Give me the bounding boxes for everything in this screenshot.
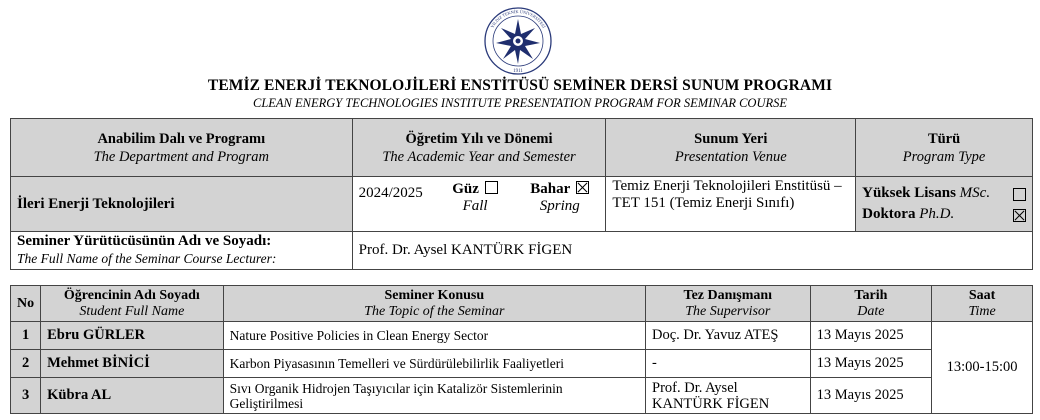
row-student: Kübra AL <box>41 378 223 414</box>
col-supervisor: Tez Danışmanı <box>683 287 773 303</box>
fall-checkbox <box>485 181 498 194</box>
lecturer-name: Prof. Dr. Aysel KANTÜRK FİGEN <box>352 232 1032 270</box>
type-header: Türü <box>927 130 961 147</box>
row-date: 13 Mayıs 2025 <box>810 322 932 350</box>
phd-checkbox <box>1013 209 1026 222</box>
row-no: 3 <box>11 378 41 414</box>
fall-label: Güz <box>452 181 479 197</box>
table-row <box>11 350 1033 378</box>
venue-header: Sunum Yeri <box>694 130 768 147</box>
phd-label-en: Ph.D. <box>919 206 955 222</box>
info-header-row <box>11 119 1033 177</box>
phd-option <box>862 204 1026 225</box>
spring-option <box>530 181 589 215</box>
row-no: 1 <box>11 322 41 350</box>
msc-checkbox <box>1013 188 1026 201</box>
row-topic: Karbon Piyasasının Temelleri ve Sürdürülebilirlik Faaliyetleri <box>223 350 645 378</box>
department-value: İleri Enerji Teknolojileri <box>17 195 175 212</box>
type-header-en: Program Type <box>902 148 986 165</box>
year-header: Öğretim Yılı ve Dönemi <box>405 130 553 147</box>
col-time-en: Time <box>968 303 996 319</box>
program-info-table <box>10 118 1033 270</box>
msc-option <box>862 183 1026 204</box>
row-supervisor: Doç. Dr. Yavuz ATEŞ <box>646 322 811 350</box>
row-supervisor: Prof. Dr. Aysel KANTÜRK FİGEN <box>646 378 811 414</box>
lecturer-row <box>11 232 1033 270</box>
spring-checkbox <box>576 181 589 194</box>
lecturer-label-en: The Full Name of the Seminar Course Lecturer: <box>17 251 277 266</box>
col-student: Öğrencinin Adı Soyadı <box>63 287 200 303</box>
university-seal-icon <box>480 6 556 76</box>
table-row <box>11 322 1033 350</box>
table-row <box>11 378 1033 414</box>
row-topic: Nature Positive Policies in Clean Energy Sector <box>223 322 645 350</box>
seal-year: 1911 <box>513 69 523 74</box>
row-no: 2 <box>11 350 41 378</box>
col-time: Saat <box>968 287 996 303</box>
schedule-header-row <box>11 286 1033 322</box>
schedule-table <box>10 285 1033 414</box>
col-supervisor-en: The Supervisor <box>685 303 771 319</box>
dept-header: Anabilim Dalı ve Programı <box>97 130 266 147</box>
row-date: 13 Mayıs 2025 <box>810 378 932 414</box>
fall-option <box>452 181 498 215</box>
academic-year: 2024/2025 <box>352 177 436 232</box>
spring-label: Bahar <box>530 181 571 197</box>
phd-label: Doktora <box>862 206 916 222</box>
venue-header-en: Presentation Venue <box>674 148 787 165</box>
year-header-en: The Academic Year and Semester <box>382 148 576 165</box>
lecturer-label: Seminer Yürütücüsünün Adı ve Soyadı: <box>17 233 272 249</box>
page-title: TEMİZ ENERJİ TEKNOLOJİLERİ ENSTİTÜSÜ SEMİNER DERSİ SUNUM PROGRAMI <box>207 77 833 94</box>
venue-value: Temiz Enerji Teknolojileri Enstitüsü – TET 151 (Temiz Enerji Sınıfı) <box>606 177 856 232</box>
msc-label-en: MSc. <box>959 185 991 201</box>
msc-label: Yüksek Lisans <box>862 185 956 201</box>
fall-label-en: Fall <box>462 198 488 214</box>
seal-text: YILDIZ TEKNİK ÜNİVERSİTESİ <box>489 8 547 29</box>
col-no: No <box>17 295 35 311</box>
row-supervisor: - <box>646 350 811 378</box>
col-date: Tarih <box>854 287 888 303</box>
col-date-en: Date <box>857 303 885 319</box>
info-value-row <box>11 177 1033 232</box>
row-topic: Sıvı Organik Hidrojen Taşıyıcılar için Katalizör Sistemlerinin Geliştirilmesi <box>223 378 645 414</box>
row-date: 13 Mayıs 2025 <box>810 350 932 378</box>
dept-header-en: The Department and Program <box>93 148 270 165</box>
row-student: Mehmet BİNİCİ <box>41 350 223 378</box>
col-student-en: Student Full Name <box>79 303 185 319</box>
schedule-time: 13:00-15:00 <box>932 322 1033 414</box>
col-topic: Seminer Konusu <box>384 287 485 303</box>
page-subtitle: CLEAN ENERGY TECHNOLOGIES INSTITUTE PRESENTATION PROGRAM FOR SEMINAR COURSE <box>252 96 787 110</box>
spring-label-en: Spring <box>539 198 580 214</box>
row-student: Ebru GÜRLER <box>41 322 223 350</box>
col-topic-en: The Topic of the Seminar <box>364 303 505 319</box>
